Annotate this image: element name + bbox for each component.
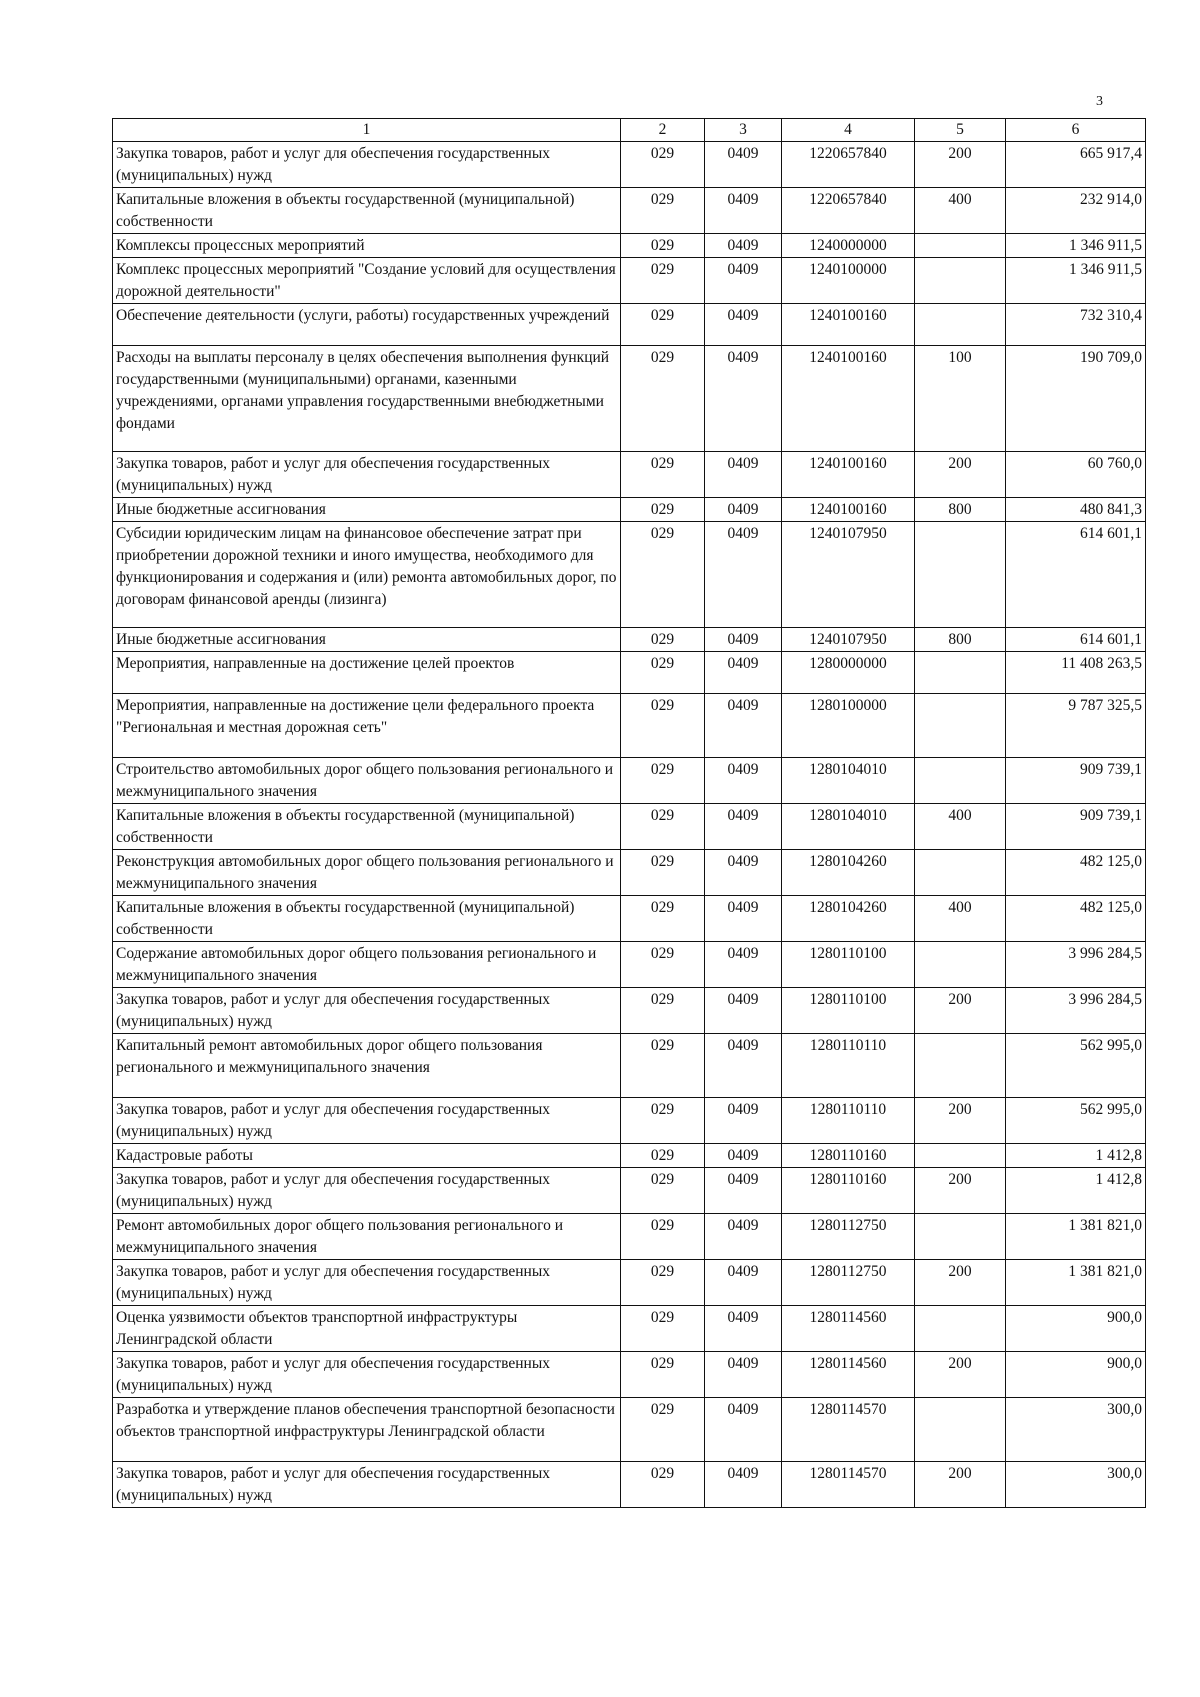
header-col-2: 2: [621, 119, 705, 142]
row-col-2: 029: [621, 142, 705, 188]
table-row: [113, 804, 1146, 850]
row-col-2: 029: [621, 346, 705, 452]
row-col-5: 200: [915, 1462, 1006, 1508]
row-col-2: 029: [621, 988, 705, 1034]
row-name: Комплексы процессных мероприятий: [113, 234, 621, 258]
row-col-5: [915, 234, 1006, 258]
row-name: Субсидии юридическим лицам на финансовое обеспечение затрат при приобретении дорожной техники и иного имущества, необходимого для функционирования и содержания и (или) ремонта автомобильных дорог, по договорам финансовой аренды (лизинга): [113, 522, 621, 628]
header-row: [113, 119, 1146, 142]
row-col-5: 400: [915, 188, 1006, 234]
row-amount: 3 996 284,5: [1006, 988, 1146, 1034]
row-col-3: 0409: [705, 1098, 782, 1144]
row-col-5: [915, 850, 1006, 896]
row-name: Разработка и утверждение планов обеспечения транспортной безопасности объектов транспортной инфраструктуры Ленинградской области: [113, 1398, 621, 1462]
table-row: [113, 1168, 1146, 1214]
row-name: Содержание автомобильных дорог общего пользования регионального и межмуниципального значения: [113, 942, 621, 988]
row-amount: 3 996 284,5: [1006, 942, 1146, 988]
row-col-4: 1240000000: [782, 234, 915, 258]
row-amount: 480 841,3: [1006, 498, 1146, 522]
row-amount: 732 310,4: [1006, 304, 1146, 346]
row-col-2: 029: [621, 1034, 705, 1098]
row-col-4: 1240107950: [782, 628, 915, 652]
row-col-2: 029: [621, 896, 705, 942]
row-col-5: 200: [915, 1098, 1006, 1144]
table-row: [113, 942, 1146, 988]
row-amount: 1 412,8: [1006, 1168, 1146, 1214]
table-row: [113, 1260, 1146, 1306]
table-row: [113, 1352, 1146, 1398]
row-col-2: 029: [621, 758, 705, 804]
row-name: Закупка товаров, работ и услуг для обеспечения государственных (муниципальных) нужд: [113, 1098, 621, 1144]
row-col-2: 029: [621, 258, 705, 304]
row-amount: 60 760,0: [1006, 452, 1146, 498]
row-col-5: 400: [915, 804, 1006, 850]
row-col-3: 0409: [705, 452, 782, 498]
row-col-3: 0409: [705, 942, 782, 988]
row-col-5: 200: [915, 1352, 1006, 1398]
row-amount: 614 601,1: [1006, 522, 1146, 628]
row-col-2: 029: [621, 1398, 705, 1462]
row-name: Строительство автомобильных дорог общего пользования регионального и межмуниципального значения: [113, 758, 621, 804]
row-name: Кадастровые работы: [113, 1144, 621, 1168]
row-col-2: 029: [621, 942, 705, 988]
row-col-4: 1280110110: [782, 1034, 915, 1098]
row-col-4: 1280114560: [782, 1306, 915, 1352]
row-name: Капитальные вложения в объекты государственной (муниципальной) собственности: [113, 804, 621, 850]
row-col-4: 1280104010: [782, 758, 915, 804]
row-name: Ремонт автомобильных дорог общего пользования регионального и межмуниципального значения: [113, 1214, 621, 1260]
table-row: [113, 1098, 1146, 1144]
row-name: Иные бюджетные ассигнования: [113, 498, 621, 522]
row-col-2: 029: [621, 304, 705, 346]
row-name: Мероприятия, направленные на достижение цели федерального проекта "Региональная и местная дорожная сеть": [113, 694, 621, 758]
row-col-5: 200: [915, 988, 1006, 1034]
row-name: Капитальные вложения в объекты государственной (муниципальной) собственности: [113, 188, 621, 234]
row-col-5: 200: [915, 452, 1006, 498]
row-col-3: 0409: [705, 1306, 782, 1352]
row-col-4: 1240100160: [782, 304, 915, 346]
row-col-2: 029: [621, 628, 705, 652]
row-col-4: 1280112750: [782, 1214, 915, 1260]
row-col-5: [915, 1034, 1006, 1098]
row-col-5: [915, 304, 1006, 346]
row-col-4: 1280100000: [782, 694, 915, 758]
row-amount: 1 346 911,5: [1006, 234, 1146, 258]
row-col-2: 029: [621, 1214, 705, 1260]
row-col-4: 1220657840: [782, 188, 915, 234]
table-row: [113, 498, 1146, 522]
row-amount: 482 125,0: [1006, 850, 1146, 896]
row-col-2: 029: [621, 804, 705, 850]
row-amount: 190 709,0: [1006, 346, 1146, 452]
row-name: Мероприятия, направленные на достижение целей проектов: [113, 652, 621, 694]
row-amount: 909 739,1: [1006, 758, 1146, 804]
row-amount: 614 601,1: [1006, 628, 1146, 652]
row-col-3: 0409: [705, 1398, 782, 1462]
header-col-1: 1: [113, 119, 621, 142]
row-col-5: 200: [915, 1260, 1006, 1306]
row-col-3: 0409: [705, 1260, 782, 1306]
row-col-4: 1280110160: [782, 1144, 915, 1168]
row-name: Расходы на выплаты персоналу в целях обеспечения выполнения функций государственными (муниципальными) органами, казенными учреждениями, органами управления государственными внебюджетными фондами: [113, 346, 621, 452]
table-row: [113, 1214, 1146, 1260]
row-amount: 11 408 263,5: [1006, 652, 1146, 694]
table-row: [113, 758, 1146, 804]
row-col-5: [915, 694, 1006, 758]
row-col-4: 1280114570: [782, 1462, 915, 1508]
row-col-2: 029: [621, 850, 705, 896]
row-col-5: 800: [915, 628, 1006, 652]
row-col-3: 0409: [705, 346, 782, 452]
row-amount: 665 917,4: [1006, 142, 1146, 188]
row-col-2: 029: [621, 1462, 705, 1508]
table-row: [113, 1398, 1146, 1462]
row-col-2: 029: [621, 694, 705, 758]
row-amount: 900,0: [1006, 1306, 1146, 1352]
row-col-3: 0409: [705, 628, 782, 652]
page-number: 3: [1096, 94, 1103, 109]
row-col-4: 1280110110: [782, 1098, 915, 1144]
table-row: [113, 142, 1146, 188]
row-col-4: 1240100160: [782, 346, 915, 452]
table-row: [113, 628, 1146, 652]
row-col-3: 0409: [705, 694, 782, 758]
table-row: [113, 1462, 1146, 1508]
row-col-4: 1240100160: [782, 498, 915, 522]
row-col-5: [915, 1214, 1006, 1260]
row-col-2: 029: [621, 498, 705, 522]
row-col-4: 1280000000: [782, 652, 915, 694]
header-col-5: 5: [915, 119, 1006, 142]
row-name: Закупка товаров, работ и услуг для обеспечения государственных (муниципальных) нужд: [113, 1462, 621, 1508]
table-row: [113, 896, 1146, 942]
row-name: Закупка товаров, работ и услуг для обеспечения государственных (муниципальных) нужд: [113, 1168, 621, 1214]
table-row: [113, 188, 1146, 234]
budget-table: [112, 118, 1146, 1508]
row-col-5: 200: [915, 1168, 1006, 1214]
row-col-4: 1280114570: [782, 1398, 915, 1462]
row-col-4: 1240100000: [782, 258, 915, 304]
row-amount: 1 346 911,5: [1006, 258, 1146, 304]
row-col-3: 0409: [705, 258, 782, 304]
row-name: Обеспечение деятельности (услуги, работы) государственных учреждений: [113, 304, 621, 346]
row-col-2: 029: [621, 1168, 705, 1214]
row-col-2: 029: [621, 1352, 705, 1398]
row-col-5: 100: [915, 346, 1006, 452]
row-col-3: 0409: [705, 1034, 782, 1098]
row-col-3: 0409: [705, 304, 782, 346]
row-col-2: 029: [621, 652, 705, 694]
table-row: [113, 850, 1146, 896]
row-col-2: 029: [621, 1144, 705, 1168]
row-col-3: 0409: [705, 1144, 782, 1168]
row-col-3: 0409: [705, 498, 782, 522]
row-name: Капитальный ремонт автомобильных дорог общего пользования регионального и межмуниципального значения: [113, 1034, 621, 1098]
row-col-2: 029: [621, 452, 705, 498]
row-col-4: 1280114560: [782, 1352, 915, 1398]
table-row: [113, 234, 1146, 258]
row-col-4: 1280110160: [782, 1168, 915, 1214]
row-amount: 1 381 821,0: [1006, 1214, 1146, 1260]
table-row: [113, 522, 1146, 628]
row-name: Капитальные вложения в объекты государственной (муниципальной) собственности: [113, 896, 621, 942]
row-name: Оценка уязвимости объектов транспортной инфраструктуры Ленинградской области: [113, 1306, 621, 1352]
row-name: Закупка товаров, работ и услуг для обеспечения государственных (муниципальных) нужд: [113, 1352, 621, 1398]
row-amount: 909 739,1: [1006, 804, 1146, 850]
row-col-5: [915, 1398, 1006, 1462]
row-amount: 1 381 821,0: [1006, 1260, 1146, 1306]
row-col-4: 1240107950: [782, 522, 915, 628]
table-body: [113, 142, 1146, 1508]
row-name: Закупка товаров, работ и услуг для обеспечения государственных (муниципальных) нужд: [113, 1260, 621, 1306]
header-col-3: 3: [705, 119, 782, 142]
table-row: [113, 1306, 1146, 1352]
row-name: Закупка товаров, работ и услуг для обеспечения государственных (муниципальных) нужд: [113, 142, 621, 188]
header-col-6: 6: [1006, 119, 1146, 142]
row-amount: 9 787 325,5: [1006, 694, 1146, 758]
row-amount: 562 995,0: [1006, 1098, 1146, 1144]
row-col-3: 0409: [705, 804, 782, 850]
row-col-5: [915, 652, 1006, 694]
table-row: [113, 694, 1146, 758]
table-row: [113, 258, 1146, 304]
row-col-5: [915, 1144, 1006, 1168]
row-col-2: 029: [621, 234, 705, 258]
row-col-2: 029: [621, 522, 705, 628]
row-col-3: 0409: [705, 522, 782, 628]
row-col-3: 0409: [705, 988, 782, 1034]
row-col-2: 029: [621, 1260, 705, 1306]
row-col-3: 0409: [705, 652, 782, 694]
row-col-5: [915, 258, 1006, 304]
table-row: [113, 346, 1146, 452]
table-row: [113, 1034, 1146, 1098]
row-col-4: 1280110100: [782, 942, 915, 988]
row-col-3: 0409: [705, 1168, 782, 1214]
table-row: [113, 304, 1146, 346]
row-col-5: 800: [915, 498, 1006, 522]
row-col-4: 1220657840: [782, 142, 915, 188]
row-col-3: 0409: [705, 1352, 782, 1398]
row-col-3: 0409: [705, 188, 782, 234]
row-col-5: [915, 758, 1006, 804]
row-col-3: 0409: [705, 758, 782, 804]
row-amount: 1 412,8: [1006, 1144, 1146, 1168]
row-name: Реконструкция автомобильных дорог общего пользования регионального и межмуниципального значения: [113, 850, 621, 896]
row-name: Закупка товаров, работ и услуг для обеспечения государственных (муниципальных) нужд: [113, 452, 621, 498]
row-col-4: 1280104260: [782, 896, 915, 942]
header-col-4: 4: [782, 119, 915, 142]
row-col-3: 0409: [705, 142, 782, 188]
row-col-4: 1280104010: [782, 804, 915, 850]
row-col-3: 0409: [705, 896, 782, 942]
row-amount: 900,0: [1006, 1352, 1146, 1398]
row-col-5: 400: [915, 896, 1006, 942]
row-amount: 482 125,0: [1006, 896, 1146, 942]
row-col-3: 0409: [705, 1214, 782, 1260]
table-row: [113, 1144, 1146, 1168]
row-col-5: [915, 1306, 1006, 1352]
row-col-5: 200: [915, 142, 1006, 188]
row-col-2: 029: [621, 188, 705, 234]
row-amount: 232 914,0: [1006, 188, 1146, 234]
row-name: Закупка товаров, работ и услуг для обеспечения государственных (муниципальных) нужд: [113, 988, 621, 1034]
table-row: [113, 652, 1146, 694]
row-amount: 300,0: [1006, 1398, 1146, 1462]
row-col-5: [915, 942, 1006, 988]
table-row: [113, 452, 1146, 498]
row-col-3: 0409: [705, 1462, 782, 1508]
row-amount: 300,0: [1006, 1462, 1146, 1508]
row-col-4: 1280104260: [782, 850, 915, 896]
row-col-4: 1280110100: [782, 988, 915, 1034]
row-col-4: 1240100160: [782, 452, 915, 498]
table-row: [113, 988, 1146, 1034]
row-amount: 562 995,0: [1006, 1034, 1146, 1098]
row-col-4: 1280112750: [782, 1260, 915, 1306]
row-name: Комплекс процессных мероприятий "Создание условий для осуществления дорожной деятельности": [113, 258, 621, 304]
row-name: Иные бюджетные ассигнования: [113, 628, 621, 652]
row-col-3: 0409: [705, 234, 782, 258]
row-col-2: 029: [621, 1306, 705, 1352]
row-col-2: 029: [621, 1098, 705, 1144]
row-col-5: [915, 522, 1006, 628]
row-col-3: 0409: [705, 850, 782, 896]
